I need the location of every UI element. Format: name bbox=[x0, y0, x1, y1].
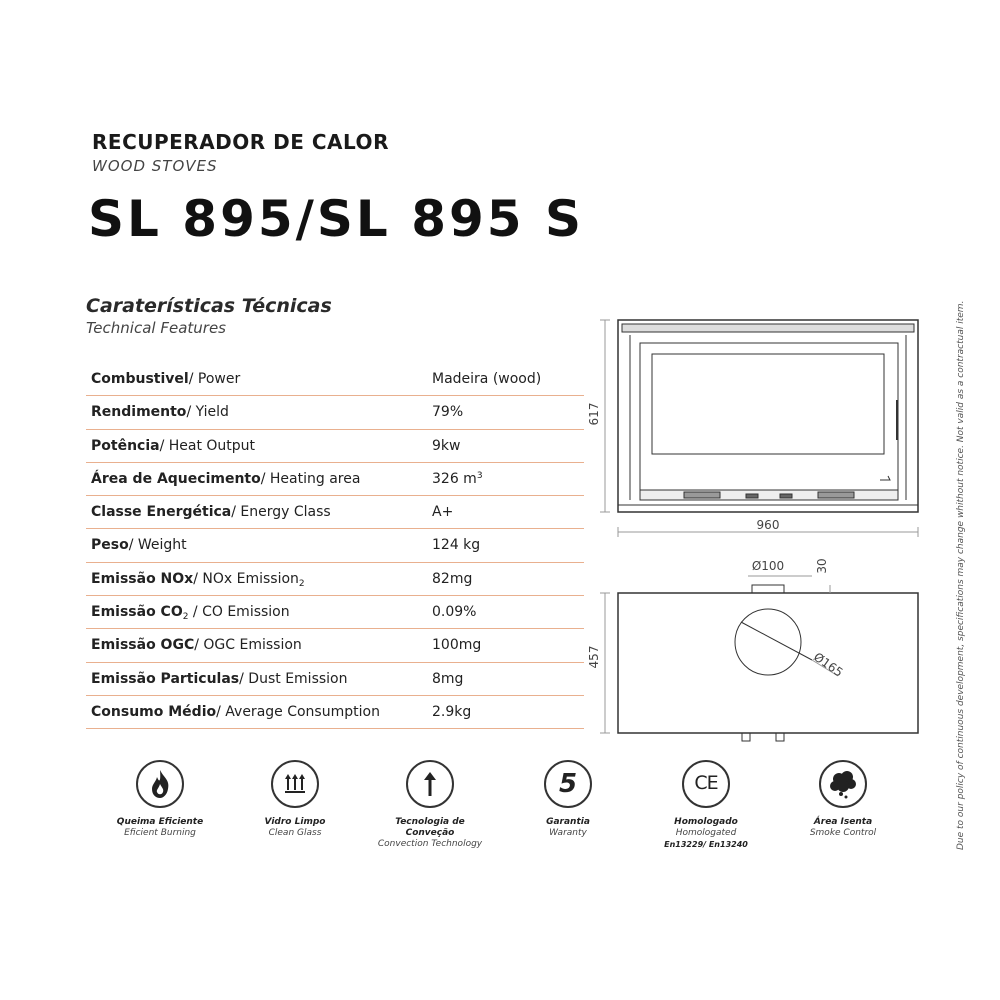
spec-value: 124 kg bbox=[432, 537, 481, 554]
feature-item bbox=[235, 760, 355, 839]
section-title-pt: Caraterísticas Técnicas bbox=[86, 295, 332, 317]
spec-label: Consumo Médio/ Average Consumption bbox=[91, 703, 380, 720]
front-height-dim: 617 bbox=[587, 402, 601, 426]
ce-mark-icon bbox=[682, 760, 730, 808]
flue-offset-dim: 30 bbox=[815, 558, 829, 574]
header-title-pt: RECUPERADOR DE CALOR bbox=[92, 130, 389, 154]
spec-value: 0.09% bbox=[432, 604, 477, 621]
feature-title: Área Isenta bbox=[813, 817, 873, 827]
disclaimer-note bbox=[956, 300, 968, 850]
spec-label: Emissão OGC/ OGC Emission bbox=[91, 637, 302, 654]
spec-value: A+ bbox=[432, 504, 454, 521]
spec-label: Potência/ Heat Output bbox=[91, 437, 256, 454]
disclaimer-text: Due to our policy of continuous development, specifications may change whithout notice. Not valid as a contractual item. bbox=[956, 300, 966, 850]
header-title-en: WOOD STOVES bbox=[92, 157, 218, 175]
feature-subtitle: Convection Technology bbox=[377, 839, 483, 849]
spec-value: 2.9kg bbox=[432, 703, 472, 720]
spec-label: Emissão $CO_2$ / CO Emission bbox=[91, 604, 290, 623]
feature-title: Vidro Limpo bbox=[264, 817, 326, 827]
feature-title: Garantia bbox=[546, 817, 590, 827]
spec-label: Emissão NOx/ NOx Emission$_2$ bbox=[91, 570, 305, 589]
spec-label: Combustivel/ Power bbox=[91, 371, 241, 387]
features-row bbox=[100, 760, 900, 880]
spec-value: 326 $m^3$ bbox=[432, 470, 483, 487]
five-icon bbox=[544, 760, 592, 808]
top-view-drawing bbox=[600, 576, 918, 741]
feature-norm: En13229/ En13240 bbox=[664, 840, 748, 849]
top-depth-dim: 457 bbox=[587, 645, 601, 669]
feature-item bbox=[100, 760, 220, 839]
feature-subtitle: Waranty bbox=[549, 828, 587, 838]
feature-title: Tecnologia de Conveção bbox=[395, 817, 465, 838]
flue-large-dim: Ø165 bbox=[811, 649, 846, 680]
front-view-drawing bbox=[600, 320, 918, 537]
spec-label: Classe Energética/ Energy Class bbox=[91, 504, 331, 521]
feature-title: Homologado bbox=[674, 817, 738, 827]
spec-label: Emissão Particulas/ Dust Emission bbox=[91, 670, 348, 687]
feature-subtitle: Smoke Control bbox=[809, 828, 877, 838]
spec-value: Madeira (wood) bbox=[432, 371, 542, 387]
front-width-dim: 960 bbox=[756, 518, 780, 532]
spec-value: 8mg bbox=[432, 670, 464, 687]
warranty-years: 5 bbox=[558, 769, 578, 799]
model-name: SL 895/SL 895 S bbox=[88, 190, 584, 248]
feature-item bbox=[508, 760, 628, 839]
clean-glass-icon bbox=[271, 760, 319, 808]
spec-label: Rendimento/ Yield bbox=[91, 404, 229, 421]
feature-subtitle: Homologated bbox=[675, 828, 737, 838]
feature-item bbox=[370, 760, 490, 850]
ce-mark-text: CE bbox=[694, 772, 718, 794]
spec-value: 100mg bbox=[432, 637, 482, 654]
flame-icon bbox=[136, 760, 184, 808]
spec-label: Peso/ Weight bbox=[91, 537, 187, 554]
arrow-up-icon bbox=[406, 760, 454, 808]
feature-item bbox=[783, 760, 903, 839]
feature-subtitle: Eficient Burning bbox=[124, 828, 196, 838]
feature-subtitle: Clean Glass bbox=[268, 828, 322, 838]
section-title-en: Technical Features bbox=[86, 319, 226, 337]
flue-small-dim: Ø100 bbox=[751, 559, 785, 573]
spec-value: 9kw bbox=[432, 437, 461, 454]
spec-label: Área de Aquecimento/ Heating area bbox=[91, 470, 361, 487]
spec-value: 82mg bbox=[432, 570, 473, 587]
feature-item bbox=[646, 760, 766, 850]
spec-value: 79% bbox=[432, 404, 464, 421]
smoke-icon bbox=[819, 760, 867, 808]
feature-title: Queima Eficiente bbox=[116, 817, 204, 827]
